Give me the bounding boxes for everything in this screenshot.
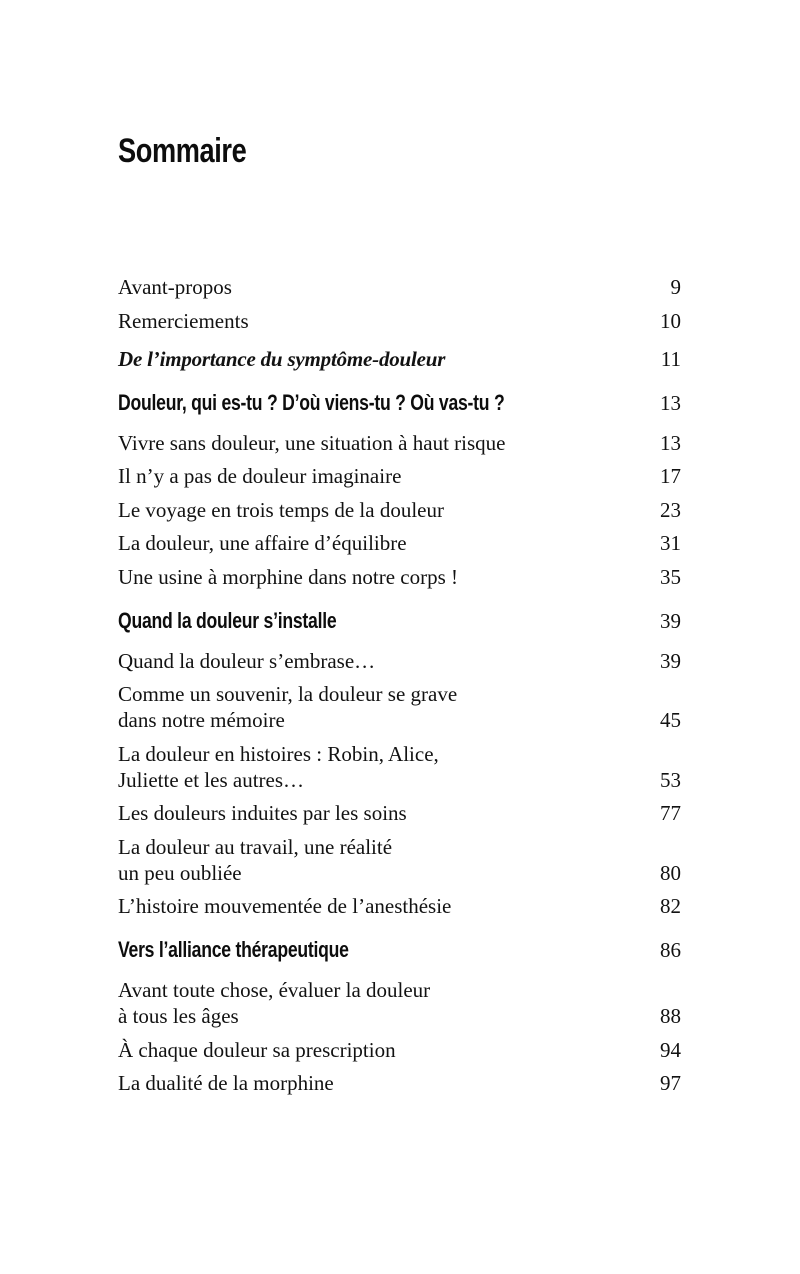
toc-entry-line: Remerciements — [118, 308, 249, 333]
toc-entry-line: Avant-propos — [118, 275, 232, 299]
toc-entry-line: Les douleurs induites par les soins — [118, 801, 407, 825]
toc-entry-title — [118, 274, 232, 300]
toc-entry — [118, 977, 681, 1029]
toc-entry-page-number: 80 — [660, 860, 681, 885]
toc-entry-title — [118, 497, 444, 523]
toc-entry-title — [118, 893, 451, 919]
toc-entry-page-number: 31 — [660, 531, 681, 555]
toc-entry-line: Le voyage en trois temps de la douleur — [118, 497, 444, 522]
toc-entry-page-number: 39 — [660, 648, 681, 673]
toc-entry-line: À chaque douleur sa prescription — [118, 1037, 396, 1062]
toc-entry — [118, 834, 681, 886]
toc-entry-page-number: 35 — [660, 564, 681, 589]
toc-entry-line: Douleur, qui es-tu ? D’où viens-tu ? Où vas-tu ? — [118, 389, 505, 415]
toc-entry-title — [118, 530, 407, 556]
toc-entry-page-number: 86 — [660, 938, 681, 962]
toc-entry-title — [118, 430, 505, 456]
toc-entry-page-number: 10 — [660, 308, 681, 333]
toc-list — [118, 274, 681, 1096]
toc-entry — [118, 390, 681, 416]
toc-entry-page-number: 13 — [660, 430, 681, 455]
toc-entry-line: La douleur en histoires : Robin, Alice, — [118, 741, 439, 766]
toc-entry-line: Avant toute chose, évaluer la douleur — [118, 978, 431, 1002]
toc-entry-page-number: 53 — [660, 767, 681, 792]
toc-entry-title — [118, 681, 457, 733]
toc-entry — [118, 1070, 681, 1096]
toc-entry — [118, 1037, 681, 1063]
toc-entry-page-number: 17 — [660, 464, 681, 488]
toc-entry-line: Comme un souvenir, la douleur se grave — [118, 682, 458, 706]
toc-entry-title — [118, 741, 439, 793]
toc-entry — [118, 463, 681, 489]
toc-entry-title — [118, 937, 349, 963]
toc-entry-line: Quand la douleur s’installe — [118, 607, 337, 633]
toc-entry-title — [118, 1070, 334, 1096]
toc-entry-title — [118, 564, 458, 590]
toc-entry-page-number: 9 — [670, 275, 681, 299]
toc-entry-line: Vivre sans douleur, une situation à haut risque — [118, 430, 506, 455]
toc-entry — [118, 497, 681, 523]
toc-entry — [118, 937, 681, 963]
toc-entry-title — [118, 608, 336, 634]
toc-entry — [118, 530, 681, 556]
toc-entry — [118, 274, 681, 300]
toc-entry-line: un peu oubliée — [118, 860, 242, 885]
toc-entry — [118, 564, 681, 590]
toc-entry-title — [118, 834, 392, 886]
toc-entry-page-number: 82 — [660, 894, 681, 918]
toc-entry-title — [118, 308, 249, 334]
toc-entry — [118, 681, 681, 733]
toc-entry-title — [118, 390, 504, 416]
toc-entry — [118, 608, 681, 634]
toc-entry-title — [118, 463, 401, 489]
toc-entry — [118, 800, 681, 826]
toc-entry-page-number: 88 — [660, 1004, 681, 1028]
toc-entry-title — [118, 346, 445, 372]
toc-entry-title — [118, 648, 375, 674]
toc-entry-page-number: 77 — [660, 801, 681, 825]
toc-entry-page-number: 94 — [660, 1037, 681, 1062]
toc-entry-title — [118, 977, 430, 1029]
toc-entry-page-number: 13 — [660, 390, 681, 415]
toc-entry — [118, 648, 681, 674]
toc-entry-line: La dualité de la morphine — [118, 1071, 334, 1095]
toc-entry-title — [118, 800, 407, 826]
toc-entry — [118, 430, 681, 456]
toc-entry-line: La douleur au travail, une réalité — [118, 834, 393, 859]
page-title-text: Sommaire — [118, 132, 247, 170]
toc-entry-line: L’histoire mouvementée de l’anesthésie — [118, 894, 452, 918]
toc-entry — [118, 893, 681, 919]
toc-entry-page-number: 45 — [660, 708, 681, 732]
toc-entry-line: De l’importance du symptôme-douleur — [118, 346, 446, 371]
toc-entry — [118, 346, 681, 372]
toc-entry — [118, 741, 681, 793]
toc-entry-line: Quand la douleur s’embrase… — [118, 648, 376, 673]
toc-page — [118, 0, 681, 1104]
toc-entry — [118, 308, 681, 334]
toc-entry-line: Il n’y a pas de douleur imaginaire — [118, 464, 402, 488]
toc-entry-line: Vers l’alliance thérapeutique — [118, 937, 349, 962]
toc-entry-page-number: 39 — [660, 608, 681, 633]
page-title — [118, 0, 681, 168]
toc-entry-line: Une usine à morphine dans notre corps ! — [118, 564, 458, 589]
toc-entry-title — [118, 1037, 396, 1063]
toc-entry-line: Juliette et les autres… — [118, 767, 305, 792]
toc-entry-page-number: 23 — [660, 497, 681, 522]
toc-entry-page-number: 11 — [660, 346, 681, 371]
toc-entry-line: à tous les âges — [118, 1004, 239, 1028]
toc-entry-line: La douleur, une affaire d’équilibre — [118, 531, 407, 555]
toc-entry-page-number: 97 — [660, 1071, 681, 1095]
toc-entry-line: dans notre mémoire — [118, 708, 285, 732]
